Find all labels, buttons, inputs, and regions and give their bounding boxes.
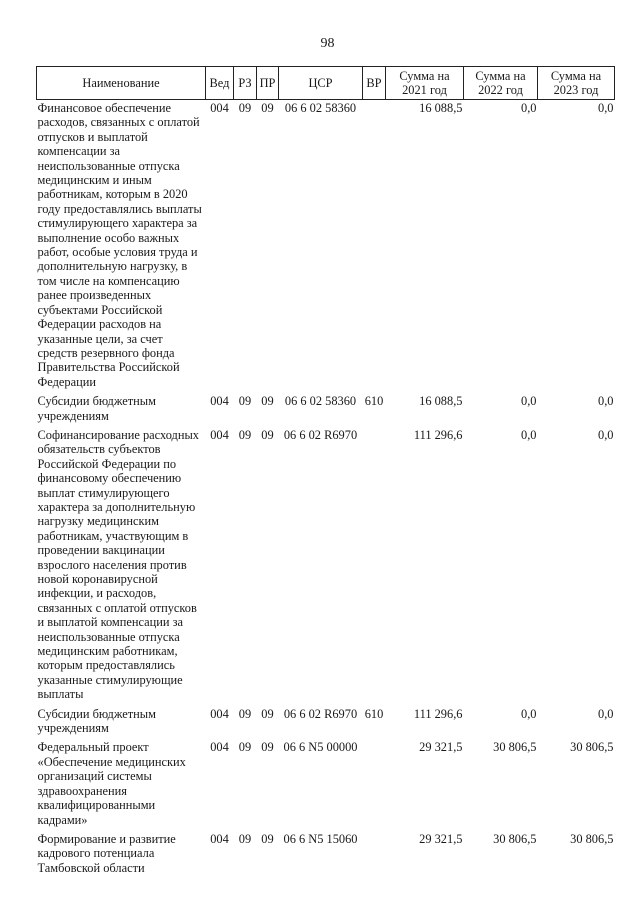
header-sum-2021: Сумма на 2021 год xyxy=(386,67,464,100)
row-csr: 06 6 02 58360 xyxy=(284,394,357,409)
row-sum-2023: 0,0 xyxy=(598,101,614,115)
header-vr: ВР xyxy=(363,67,386,100)
row-sum-2022: 0,0 xyxy=(521,101,537,115)
table-row xyxy=(37,427,615,706)
row-pr: 09 xyxy=(261,394,274,409)
header-pr: ПР xyxy=(257,67,279,100)
row-sum-2023: 30 806,5 xyxy=(570,831,614,846)
row-sum-2021: 111 296,6 xyxy=(413,706,463,721)
row-rz: 09 xyxy=(238,101,252,115)
row-sum-2022: 0,0 xyxy=(521,427,537,442)
row-sum-2023: 0,0 xyxy=(598,706,614,721)
row-sum-2021: 29 321,5 xyxy=(419,740,463,755)
row-sum-2022: 30 806,5 xyxy=(493,831,537,846)
row-csr: 06 6 N5 00000 xyxy=(283,740,358,755)
row-sum-2022: 0,0 xyxy=(521,394,537,409)
header-sum-2022: Сумма на 2022 год xyxy=(464,67,538,100)
row-vr xyxy=(363,100,386,394)
row-ved: 004 xyxy=(210,427,229,442)
row-sum-2023: 0,0 xyxy=(598,394,614,409)
row-vr: 610 xyxy=(364,706,384,721)
row-sum-2023: 0,0 xyxy=(598,427,614,442)
row-rz: 09 xyxy=(238,394,252,409)
row-csr: 06 6 02 R6970 xyxy=(283,427,358,442)
table-row xyxy=(37,706,615,740)
budget-table xyxy=(36,66,615,879)
row-vr: 610 xyxy=(364,394,384,409)
table-header-row xyxy=(37,67,615,100)
header-name: Наименование xyxy=(37,67,206,100)
row-ved: 004 xyxy=(210,740,229,755)
row-sum-2021: 29 321,5 xyxy=(419,831,463,846)
table-row xyxy=(37,739,615,830)
table-row xyxy=(37,393,615,427)
row-rz: 09 xyxy=(238,427,252,442)
row-vr xyxy=(363,427,386,706)
row-name: Субсидии бюджетным учреждениям xyxy=(37,706,156,736)
row-ved: 004 xyxy=(210,706,229,721)
table-row xyxy=(37,831,615,879)
row-sum-2022: 0,0 xyxy=(521,706,537,721)
row-csr: 06 6 N5 15060 xyxy=(283,831,358,846)
page-number: 98 xyxy=(320,36,335,51)
row-name: Финансовое обеспечение расходов, связанных с оплатой отпусков и выплатой компенсации за неиспользованные отпуска медицинским и иным работникам, которым в 2020 году предоставлялись выплаты стимулирующего характера за выполнение особо важных работ, особые условия труда и дополнительную нагрузку, в том числе на компенсацию ранее произведенных субъектами Российской Федерации расходов на указанные цели, за счет средств резервного фонда Правительства Российской Федерации xyxy=(37,101,202,389)
header-csr: ЦСР xyxy=(279,67,363,100)
row-ved: 004 xyxy=(210,831,229,846)
row-name: Формирование и развитие кадрового потенциала Тамбовской области xyxy=(37,831,176,875)
row-rz: 09 xyxy=(238,831,252,846)
row-sum-2022: 30 806,5 xyxy=(493,740,537,755)
row-vr xyxy=(363,831,386,879)
row-sum-2021: 16 088,5 xyxy=(419,394,463,409)
header-rz: РЗ xyxy=(234,67,257,100)
row-pr: 09 xyxy=(261,427,274,442)
row-sum-2021: 16 088,5 xyxy=(419,101,463,115)
row-sum-2023: 30 806,5 xyxy=(570,740,614,755)
row-rz: 09 xyxy=(238,740,252,755)
row-vr xyxy=(363,739,386,830)
row-csr: 06 6 02 R6970 xyxy=(283,706,358,721)
row-pr: 09 xyxy=(261,101,274,115)
header-ved: Вед xyxy=(206,67,234,100)
row-pr: 09 xyxy=(261,706,274,721)
row-name: Федеральный проект «Обеспечение медицинских организаций системы здравоохранения квалифицированными кадрами» xyxy=(37,740,186,827)
row-rz: 09 xyxy=(238,706,252,721)
row-sum-2021: 111 296,6 xyxy=(413,427,463,442)
row-name: Софинансирование расходных обязательств субъектов Российской Федерации по финансовому обеспечению выплат стимулирующего характера за дополнительную нагрузку медицинским работникам, участвующим в проведении вакцинации взрослого населения против новой коронавирусной инфекции, и расходов, связанных с оплатой отпусков и выплатой компенсации за неиспользованные отпуска медицинским работникам, которым предоставлялись указанные стимулирующие выплаты xyxy=(37,427,199,702)
row-name: Субсидии бюджетным учреждениям xyxy=(37,394,156,423)
row-csr: 06 6 02 58360 xyxy=(284,101,357,115)
row-ved: 004 xyxy=(210,101,229,115)
row-ved: 004 xyxy=(210,394,229,409)
row-pr: 09 xyxy=(261,740,274,755)
row-pr: 09 xyxy=(261,831,274,846)
table-row xyxy=(37,100,615,394)
header-sum-2023: Сумма на 2023 год xyxy=(538,67,615,100)
